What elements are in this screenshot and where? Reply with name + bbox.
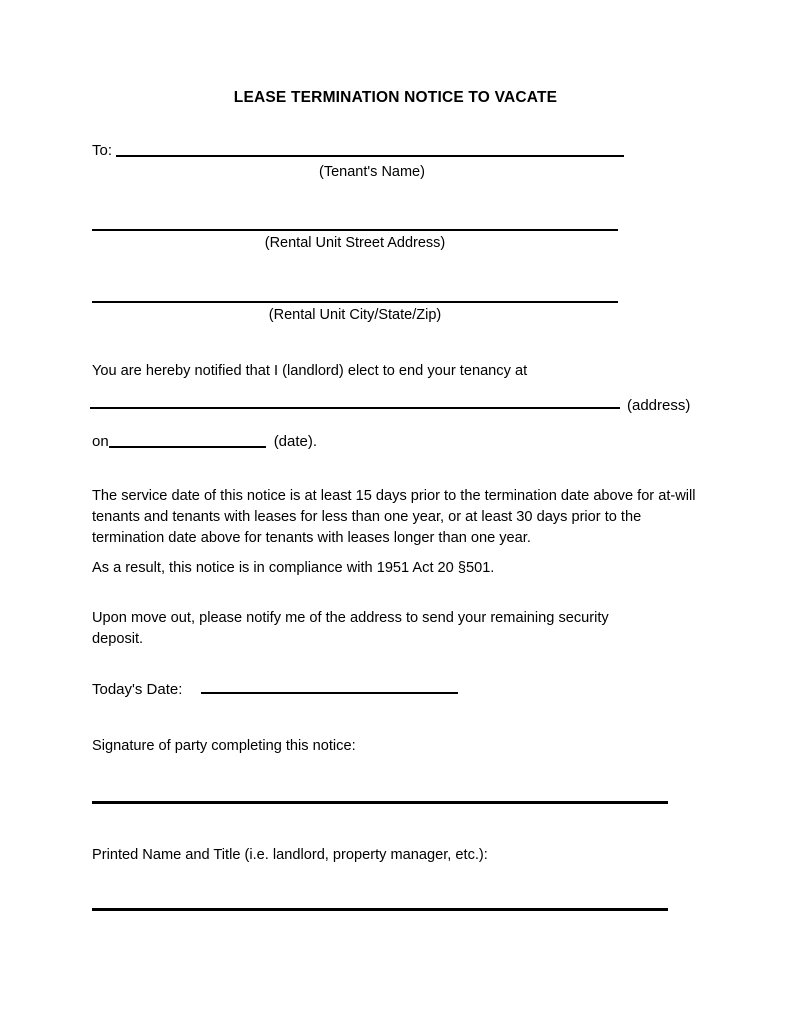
- street-address-caption: (Rental Unit Street Address): [264, 235, 446, 251]
- printed-name-input[interactable]: [92, 908, 668, 911]
- compliance-paragraph: As a result, this notice is in compliance with 1951 Act 20 §501.: [92, 560, 495, 576]
- on-label: on: [92, 433, 109, 450]
- printed-name-label: Printed Name and Title (i.e. landlord, property manager, etc.):: [92, 847, 488, 863]
- signature-label: Signature of party completing this notice:: [92, 738, 356, 754]
- street-address-input[interactable]: [92, 229, 618, 231]
- tenant-name-input[interactable]: [116, 155, 624, 157]
- to-label: To:: [92, 142, 113, 159]
- tenant-name-caption: (Tenant's Name): [319, 164, 425, 180]
- todays-date-input[interactable]: [201, 692, 458, 694]
- todays-date-label: Today's Date:: [92, 681, 183, 698]
- termination-address-field-row: [90, 398, 700, 413]
- termination-date-input[interactable]: [109, 446, 266, 448]
- security-deposit-paragraph: Upon move out, please notify me of the address to send your remaining security deposit.: [92, 610, 609, 647]
- address-suffix-label: (address): [627, 397, 691, 414]
- tenant-name-field-row: [92, 143, 627, 158]
- page-title: LEASE TERMINATION NOTICE TO VACATE: [233, 89, 558, 106]
- notice-intro-text: You are hereby notified that I (landlord) elect to end your tenancy at: [92, 363, 528, 379]
- date-suffix-label: (date).: [273, 433, 318, 450]
- city-state-zip-caption: (Rental Unit City/State/Zip): [268, 307, 442, 323]
- termination-address-input[interactable]: [90, 407, 620, 409]
- todays-date-field-row: [92, 682, 458, 697]
- service-date-paragraph: The service date of this notice is at least 15 days prior to the termination date above for at-will tenants and tenants with leases for less than one year, or at least 30 days prior to the termination date above for tenants with leases longer than one year.: [92, 488, 696, 546]
- signature-input[interactable]: [92, 801, 668, 804]
- termination-date-field-row: [92, 434, 317, 449]
- city-state-zip-input[interactable]: [92, 301, 618, 303]
